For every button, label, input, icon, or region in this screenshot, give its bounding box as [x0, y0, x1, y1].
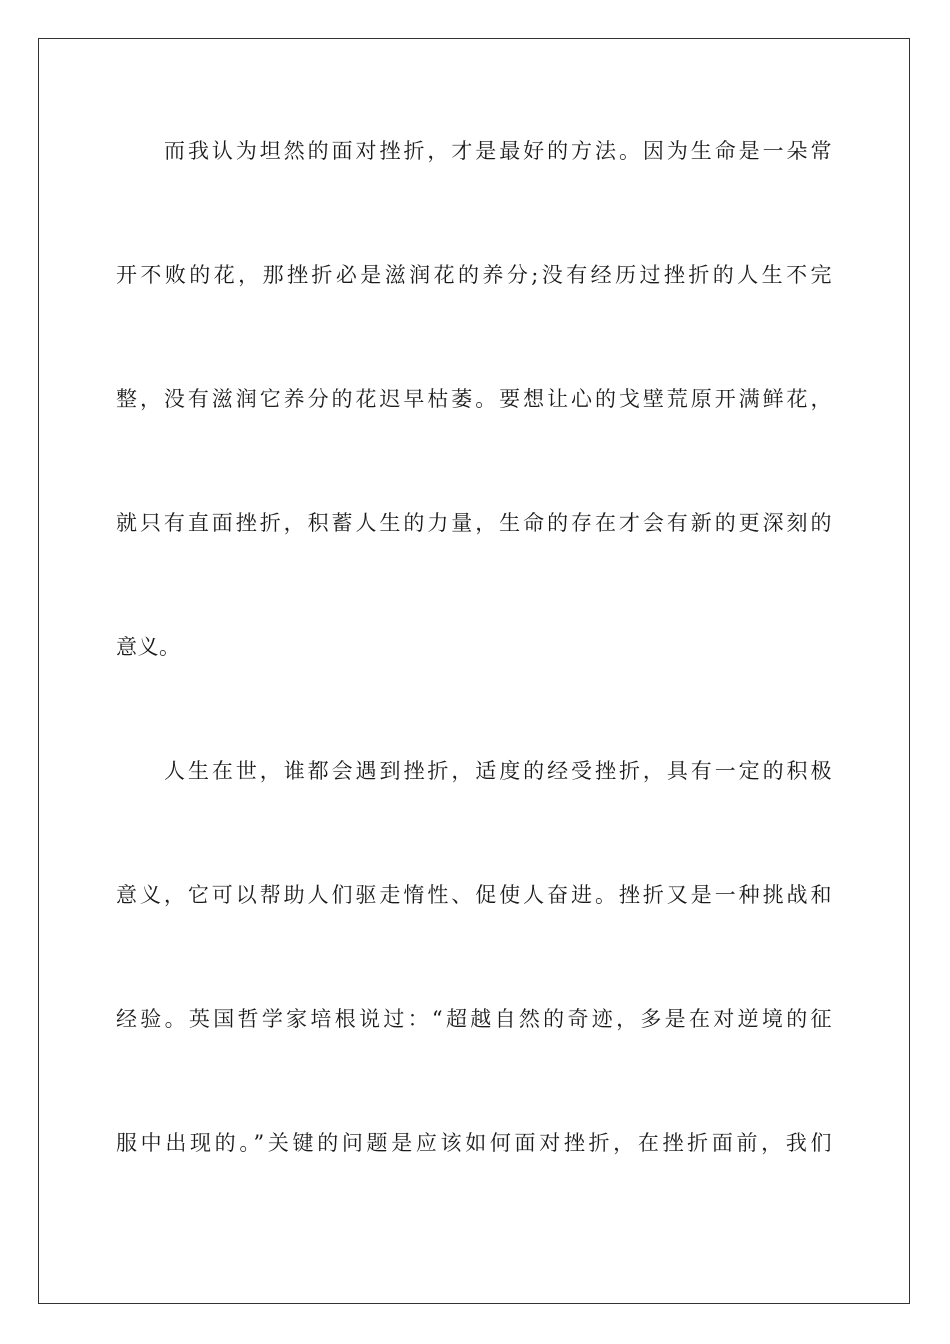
paragraph-2-line-2: 意义，它可以帮助人们驱走惰性、促使人奋进。挫折又是一种挑战和 — [116, 883, 832, 907]
page-frame — [38, 38, 910, 1304]
paragraph-2-line-4: 服中出现的。”关键的问题是应该如何面对挫折，在挫折面前，我们 — [116, 1131, 832, 1155]
paragraph-1-line-4: 就只有直面挫折，积蓄人生的力量，生命的存在才会有新的更深刻的 — [116, 511, 832, 535]
paragraph-2-line-3: 经验。英国哲学家培根说过：“超越自然的奇迹，多是在对逆境的征 — [116, 1007, 832, 1031]
paragraph-1-line-5: 意义。 — [116, 635, 181, 659]
paragraph-1-line-3: 整，没有滋润它养分的花迟早枯萎。要想让心的戈壁荒原开满鲜花， — [116, 387, 832, 411]
paragraph-1-line-1: 而我认为坦然的面对挫折，才是最好的方法。因为生命是一朵常 — [164, 139, 832, 163]
paragraph-2-line-1: 人生在世，谁都会遇到挫折，适度的经受挫折，具有一定的积极 — [164, 759, 832, 783]
paragraph-1-line-2: 开不败的花，那挫折必是滋润花的养分;没有经历过挫折的人生不完 — [116, 263, 832, 287]
